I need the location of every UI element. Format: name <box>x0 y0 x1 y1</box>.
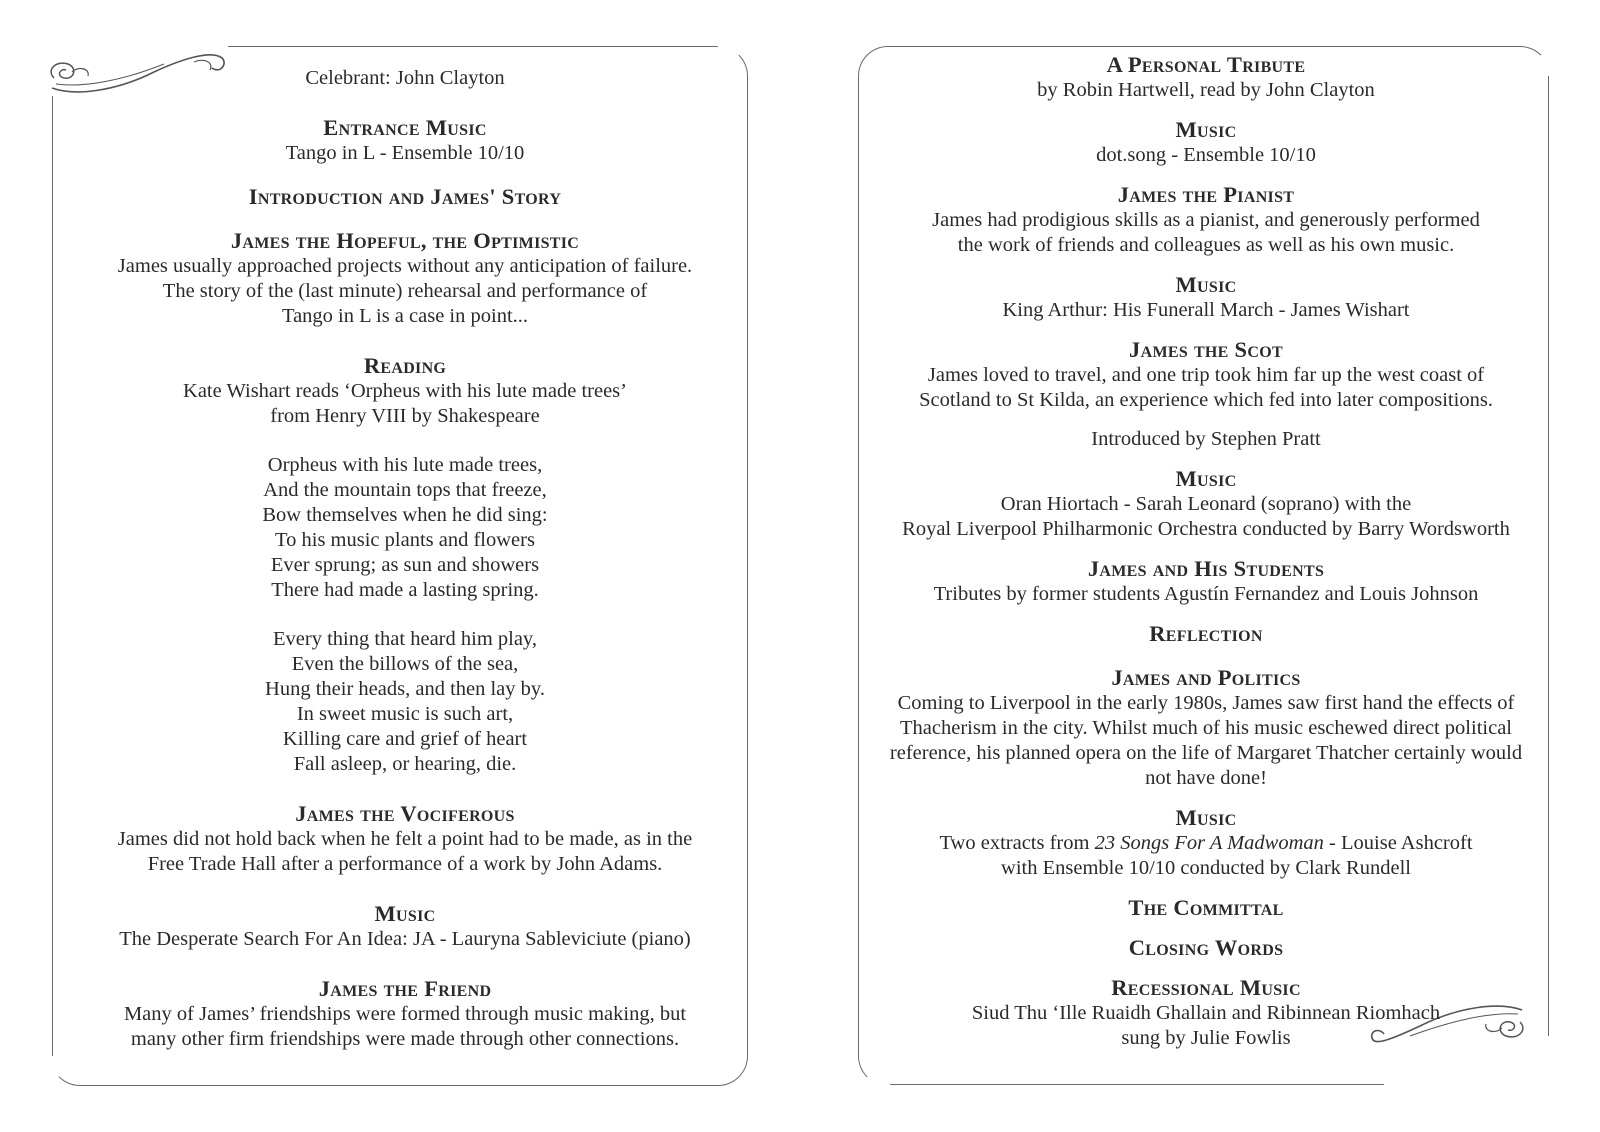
poem-line: In sweet music is such art, <box>296 703 514 725</box>
committal-heading: The Committal <box>1128 895 1284 920</box>
reflection-heading: Reflection <box>1149 621 1263 646</box>
friend-line: Many of James’ friendships were formed through music making, but <box>123 1003 687 1025</box>
vociferous-line: Free Trade Hall after a performance of a work by John Adams. <box>147 853 663 875</box>
poem-line: Hung their heads, and then lay by. <box>265 678 545 700</box>
left-page-content <box>70 66 740 1052</box>
politics-line: Coming to Liverpool in the early 1980s, James saw first hand the effects of <box>897 692 1515 714</box>
poem-stanza-1 <box>70 453 740 603</box>
music-text: The Desperate Search For An Idea: JA - Lauryna Sableviciute (piano) <box>119 928 691 950</box>
scot-line: Scotland to St Kilda, an experience which fed into later compositions. <box>919 389 1493 411</box>
recessional-line: sung by Julie Fowlis <box>1121 1027 1291 1049</box>
friend-line: many other firm friendships were made through other connections. <box>130 1028 680 1050</box>
students-heading: James and His Students <box>1087 556 1325 581</box>
music-text: King Arthur: His Funerall March - James Wishart <box>1002 299 1410 321</box>
hopeful-line: Tango in L is a case in point... <box>281 305 529 327</box>
tribute-text: by Robin Hartwell, read by John Clayton <box>1037 79 1375 101</box>
music-heading: Music <box>1175 272 1237 297</box>
poem-line: Even the billows of the sea, <box>291 653 519 675</box>
music-heading: Music <box>1175 805 1237 830</box>
poem-line: Bow themselves when he did sing: <box>262 504 548 526</box>
reading-line: from Henry VIII by Shakespeare <box>270 405 540 427</box>
hopeful-line: James usually approached projects without any anticipation of failure. <box>117 255 693 277</box>
music-line: with Ensemble 10/10 conducted by Clark Rundell <box>1001 857 1411 879</box>
music-text: dot.song - Ensemble 10/10 <box>1096 144 1316 166</box>
entrance-music-heading: Entrance Music <box>323 115 487 140</box>
right-page-content <box>866 52 1546 1051</box>
entrance-music-text: Tango in L - Ensemble 10/10 <box>285 142 525 164</box>
pianist-line: the work of friends and colleagues as well as his own music. <box>957 234 1455 256</box>
poem-stanza-2 <box>70 627 740 777</box>
hopeful-heading: James the Hopeful, the Optimistic <box>230 228 580 253</box>
friend-heading: James the Friend <box>318 976 492 1001</box>
politics-line: not have done! <box>1145 767 1267 789</box>
poem-line: And the mountain tops that freeze, <box>263 479 547 501</box>
music-line: Oran Hiortach - Sarah Leonard (soprano) with the <box>1000 493 1412 515</box>
pianist-line: James had prodigious skills as a pianist, and generously performed <box>932 209 1480 231</box>
poem-line: Orpheus with his lute made trees, <box>267 454 543 476</box>
music-heading: Music <box>1175 117 1237 142</box>
poem-line: There had made a lasting spring. <box>271 579 539 601</box>
politics-line: reference, his planned opera on the life of Margaret Thatcher certainly would <box>889 742 1523 764</box>
music-line: Royal Liverpool Philharmonic Orchestra conducted by Barry Wordsworth <box>902 518 1510 540</box>
students-text: Tributes by former students Agustín Fernandez and Louis Johnson <box>933 583 1479 605</box>
scot-line: James loved to travel, and one trip took him far up the west coast of <box>927 364 1485 386</box>
music-line-prefix: Two extracts from <box>939 832 1095 854</box>
music-heading: Music <box>1175 466 1237 491</box>
poem-line: Fall asleep, or hearing, die. <box>293 753 517 775</box>
poem-line: Ever sprung; as sun and showers <box>270 554 540 576</box>
music-line-suffix: - Louise Ashcroft <box>1323 832 1473 854</box>
right-panel-right-border <box>1548 76 1549 1036</box>
poem-line: Killing care and grief of heart <box>282 728 528 750</box>
celebrant-line: Celebrant: John Clayton <box>305 67 505 89</box>
music-line <box>866 831 1546 856</box>
tribute-heading: A Personal Tribute <box>1106 52 1306 77</box>
reading-line: Kate Wishart reads ‘Orpheus with his lute made trees’ <box>183 380 627 402</box>
poem-line: Every thing that heard him play, <box>273 628 537 650</box>
closing-words-heading: Closing Words <box>1128 935 1284 960</box>
work-title: 23 Songs For A Madwoman <box>1094 832 1324 854</box>
vociferous-line: James did not hold back when he felt a point had to be made, as in the <box>117 828 693 850</box>
reading-heading: Reading <box>363 353 447 378</box>
music-heading: Music <box>374 901 436 926</box>
scot-heading: James the Scot <box>1129 337 1283 362</box>
introduced-by-line: Introduced by Stephen Pratt <box>1091 428 1321 450</box>
hopeful-line: The story of the (last minute) rehearsal and performance of <box>162 280 648 302</box>
poem-line: To his music plants and flowers <box>275 529 535 551</box>
politics-heading: James and Politics <box>1111 665 1301 690</box>
vociferous-heading: James the Vociferous <box>295 801 515 826</box>
pianist-heading: James the Pianist <box>1117 182 1295 207</box>
introduction-heading: Introduction and James' Story <box>248 184 562 209</box>
recessional-line: Siud Thu ‘Ille Ruaidh Ghallain and Ribinnean Riomhach <box>971 1002 1441 1024</box>
politics-line: Thacherism in the city. Whilst much of his music eschewed direct political <box>900 717 1512 739</box>
recessional-heading: Recessional Music <box>1111 975 1301 1000</box>
right-panel-bottom-border <box>890 1084 1384 1085</box>
